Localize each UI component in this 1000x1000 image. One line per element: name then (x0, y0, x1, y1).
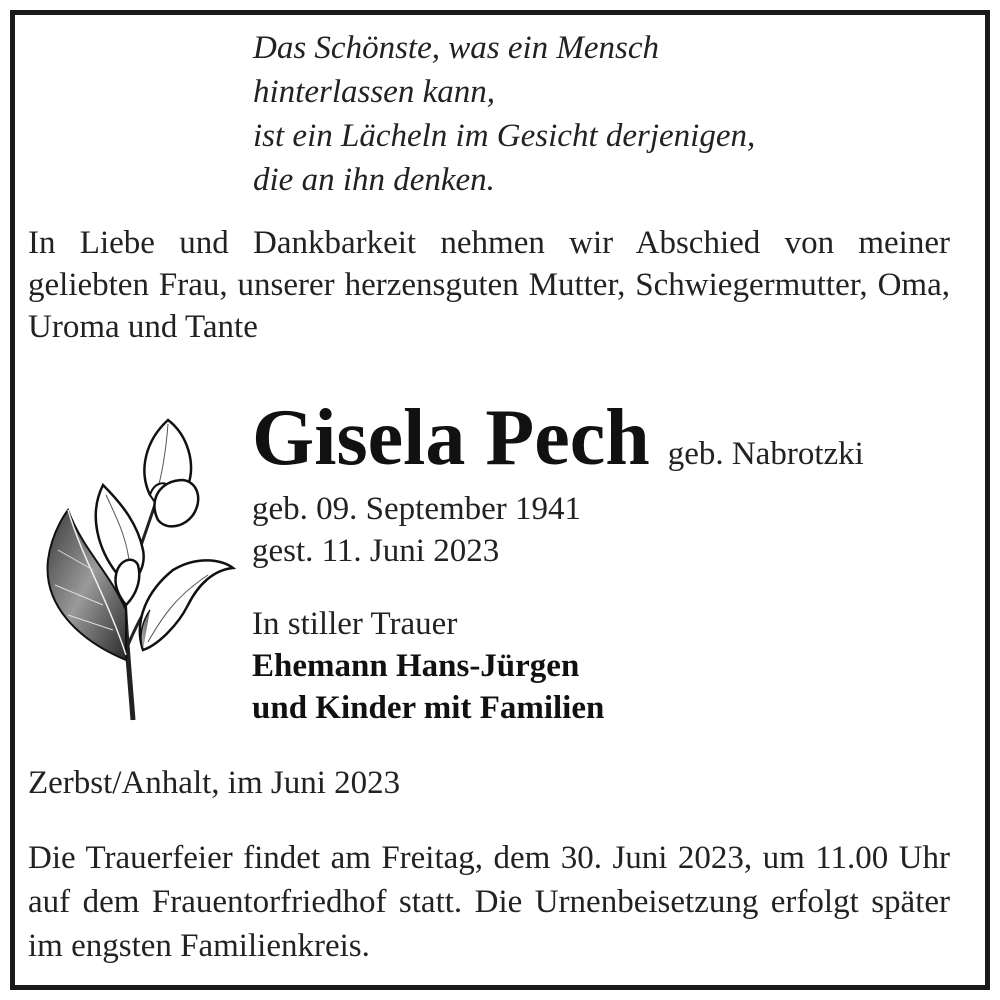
poem (253, 26, 755, 202)
deceased-name-row (252, 388, 864, 488)
mourners-intro: In stiller Trauer (252, 606, 458, 642)
funeral-info: Die Trauerfeier findet am Freitag, dem 30. Juni 2023, um 11.00 Uhr auf dem Frauentorfriedhof statt. Die Urnenbeisetzung erfolgt später im engsten Familienkreis. (28, 840, 950, 964)
death-date: gest. 11. Juni 2023 (252, 533, 500, 569)
mourners-block (252, 603, 604, 729)
place-date: Zerbst/Anhalt, im Juni 2023 (28, 765, 401, 801)
intro-text: In Liebe und Dankbarkeit nehmen wir Abschied von meiner geliebten Frau, unserer herzensguten Mutter, Schwiegermutter, Oma, Uroma und Tante (28, 225, 950, 345)
mourner-children: und Kinder mit Familien (252, 690, 605, 726)
life-dates (252, 488, 581, 572)
maiden-name: geb. Nabrotzki (667, 436, 864, 472)
birth-date: geb. 09. September 1941 (252, 491, 582, 527)
calla-lily-icon (38, 410, 238, 730)
deceased-name: Gisela Pech (252, 394, 650, 482)
poem-line: Das Schönste, was ein Mensch (253, 30, 660, 66)
poem-line: hinterlassen kann, (253, 74, 495, 110)
poem-line: ist ein Lächeln im Gesicht derjenigen, (253, 118, 756, 154)
mourner-spouse: Ehemann Hans-Jürgen (252, 648, 580, 684)
poem-line: die an ihn denken. (253, 162, 495, 198)
